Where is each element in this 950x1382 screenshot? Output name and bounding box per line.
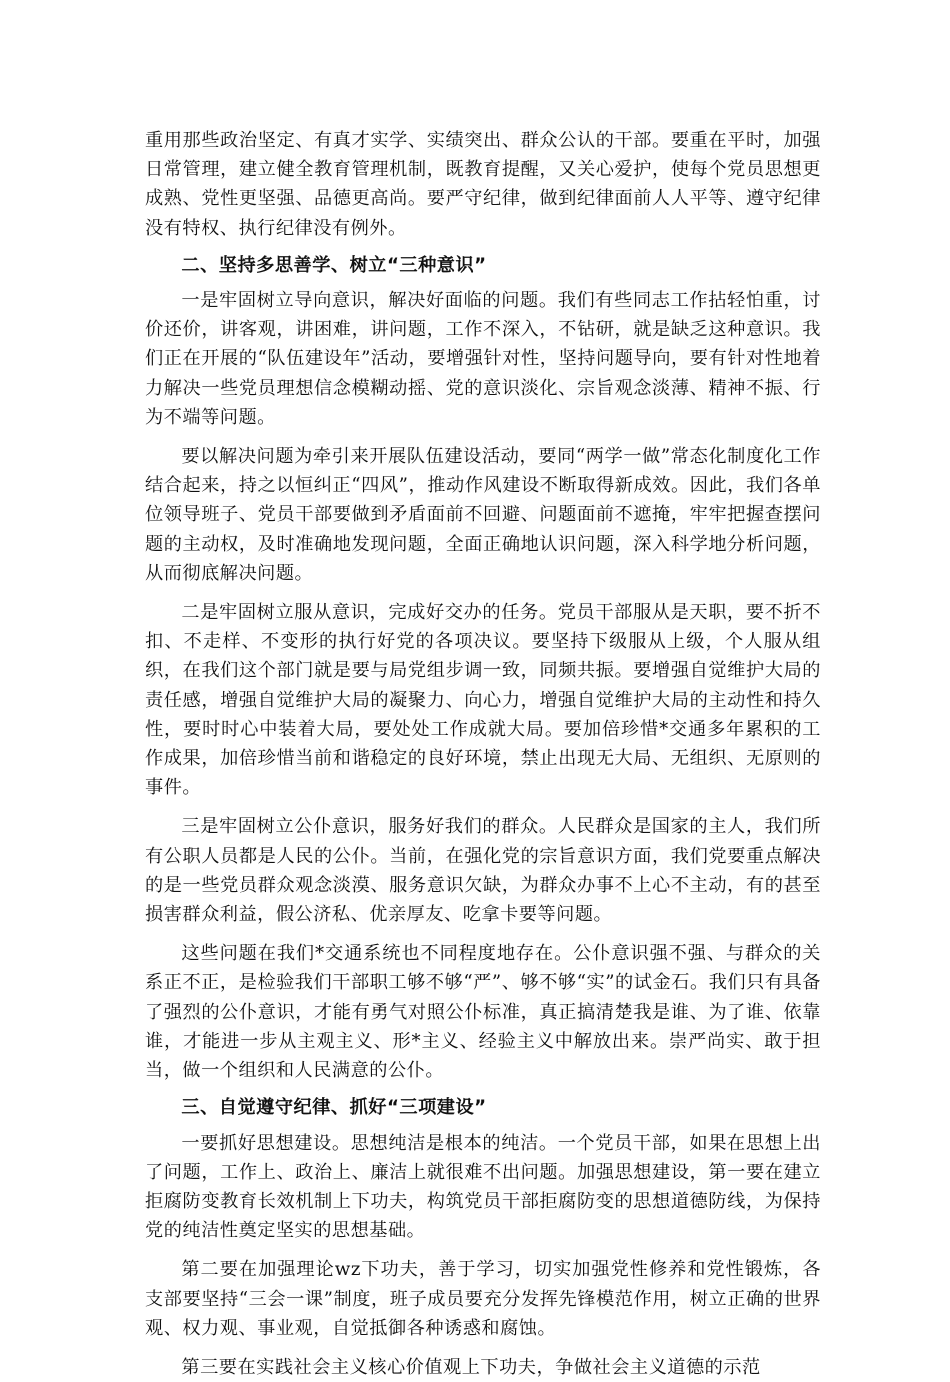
- paragraph-continuation: 重用那些政治坚定、有真才实学、实绩突出、群众公认的干部。要重在平时，加强日常管理，建立健全教育管理机制，既教育提醒，又关心爱护，使每个党员思想更成熟、党性更坚强、品德更高尚。要严守纪律，做到纪律面前人人平等、遵守纪律没有特权、执行纪律没有例外。: [145, 130, 821, 239]
- document-page: [145, 126, 821, 1382]
- paragraph-theory-study: 第二要在加强理论wz下功夫，善于学习，切实加强党性修养和党性锻炼，各支部要坚持“三会一课”制度，班子成员要充分发挥先锋模范作用，树立正确的世界观、权力观、事业观，自觉抵御各种诱惑和腐蚀。: [145, 1259, 821, 1339]
- paragraph-ideological-building: 一要抓好思想建设。思想纯洁是根本的纯洁。一个党员干部，如果在思想上出了问题，工作上、政治上、廉洁上就很难不出问题。加强思想建设，第一要在建立拒腐防变教育长效机制上下功夫，构筑党员干部拒腐防变的思想道德防线，为保持党的纯洁性奠定坚实的思想基础。: [145, 1132, 821, 1242]
- paragraph-problem-solving: 要以解决问题为牵引来开展队伍建设活动，要同“两学一做”常态化制度化工作结合起来，持之以恒纠正“四风”，推动作风建设不断取得新成效。因此，我们各单位领导班子、党员干部要做到矛盾面前不回避、问题面前不遮掩，牢牢把握查摆问题的主动权，及时准确地发现问题，全面正确地认识问题，深入科学地分析问题，从而彻底解决问题。: [145, 446, 821, 584]
- paragraph-servant-awareness: 三是牢固树立公仆意识，服务好我们的群众。人民群众是国家的主人，我们所有公职人员都是人民的公仆。当前，在强化党的宗旨意识方面，我们党要重点解决的是一些党员群众观念淡漠、服务意识欠缺，为群众办事不上心不主动，有的甚至损害群众利益，假公济私、优亲厚友、吃拿卡要等问题。: [145, 816, 821, 926]
- paragraph-core-values: 第三要在实践社会主义核心价值观上下功夫，争做社会主义道德的示范: [181, 1356, 761, 1378]
- paragraph-obedience-awareness: 二是牢固树立服从意识，完成好交办的任务。党员干部服从是天职，要不折不扣、不走样、不变形的执行好党的各项决议。要坚持下级服从上级，个人服从组织，在我们这个部门就是要与局党组步调一致，同频共振。要增强自觉维护大局的责任感，增强自觉维护大局的凝聚力、向心力，增强自觉维护大局的主动性和持久性，要时时心中装着大局，要处处工作成就大局。要加倍珍惜*交通多年累积的工作成果，加倍珍惜当前和谐稳定的良好环境，禁止出现无大局、无组织、无原则的事件。: [145, 602, 821, 799]
- section-heading-three: 三、自觉遵守纪律、抓好“三项建设”: [181, 1097, 487, 1119]
- paragraph-problems-exist: 这些问题在我们*交通系统也不同程度地存在。公仆意识强不强、与群众的关系正不正，是检验我们干部职工够不够“严”、够不够“实”的试金石。我们只有具备了强烈的公仆意识，才能有勇气对照公仆标准，真正搞清楚我是谁、为了谁、依靠谁，才能进一步从主观主义、形*主义、经验主义中解放出来。崇严尚实、敢于担当，做一个组织和人民满意的公仆。: [145, 943, 821, 1082]
- section-heading-two: 二、坚持多思善学、树立“三种意识”: [181, 254, 487, 276]
- paragraph-guidance-awareness: 一是牢固树立导向意识，解决好面临的问题。我们有些同志工作拈轻怕重，讨价还价，讲客观，讲困难，讲问题，工作不深入，不钻研，就是缺乏这种意识。我们正在开展的“队伍建设年”活动，要增强针对性，坚持问题导向，要有针对性地着力解决一些党员理想信念模糊动摇、党的意识淡化、宗旨观念淡薄、精神不振、行为不端等问题。: [145, 290, 821, 428]
